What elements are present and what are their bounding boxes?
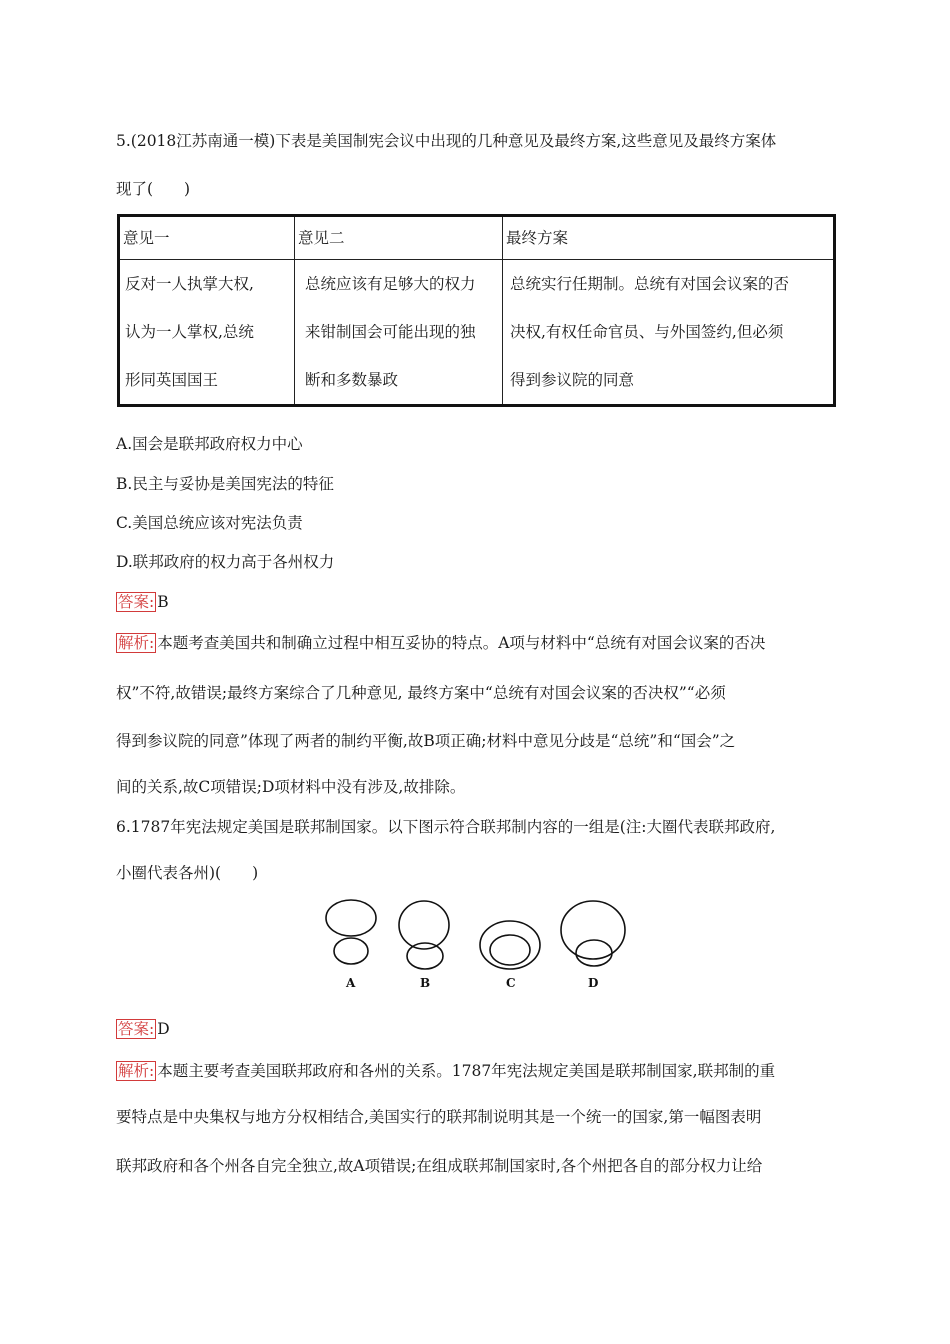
- analysis-text: 本题主要考查美国联邦政府和各州的关系。1787年宪法规定美国是联邦制国家,联邦制的重: [157, 1062, 776, 1080]
- table-header-row: [119, 216, 835, 260]
- option-d-big-circle: [561, 901, 625, 959]
- table-cell-opinion2: [295, 260, 503, 406]
- q6-analysis-line3: 联邦政府和各个州各自完全独立,故A项错误;在组成联邦制国家时,各个州把各自的部分权力让给: [116, 1157, 763, 1175]
- q5-answer: [116, 591, 169, 613]
- answer-value: B: [157, 593, 169, 611]
- option-b-small-circle: [407, 943, 443, 969]
- q5-table: [117, 214, 836, 407]
- cell-line: 断和多数暴政: [305, 371, 399, 389]
- q5-analysis-line3: 得到参议院的同意”体现了两者的制约平衡,故B项正确;材料中意见分歧是“总统”和“国会”之: [116, 732, 736, 750]
- table-cell-opinion1: [119, 260, 295, 406]
- option-c-small-circle: [490, 935, 530, 965]
- q5-stem-line2: 现了( ): [116, 180, 191, 198]
- circles-figure: [315, 895, 635, 995]
- q5-analysis-line1: [116, 632, 765, 654]
- analysis-label: 解析:: [118, 634, 155, 652]
- analysis-label: 解析:: [118, 1062, 155, 1080]
- q6-answer: [116, 1018, 170, 1040]
- q6-stem-line1: 6.1787年宪法规定美国是联邦制国家。以下图示符合联邦制内容的一组是(注:大圈代表联邦政府,: [116, 818, 776, 836]
- option-b-big-circle: [399, 901, 449, 949]
- cell-line: 反对一人执掌大权,: [125, 275, 254, 293]
- q5-option-c: C.美国总统应该对宪法负责: [116, 514, 303, 532]
- figure-label: D: [588, 976, 599, 990]
- table-header-cell: 意见二: [295, 216, 503, 260]
- table-cell-final: [503, 260, 835, 406]
- table-header-cell: 意见一: [119, 216, 295, 260]
- q6-analysis-line1: [116, 1060, 775, 1082]
- q6-stem-line2: 小圈代表各州)( ): [116, 864, 259, 882]
- option-a-big-circle: [326, 900, 376, 936]
- option-a-small-circle: [334, 938, 368, 964]
- cell-line: 形同英国国王: [125, 371, 219, 389]
- option-d-small-circle: [576, 940, 612, 966]
- cell-line: 来钳制国会可能出现的独: [305, 323, 476, 341]
- q6-analysis-line2: 要特点是中央集权与地方分权相结合,美国实行的联邦制说明其是一个统一的国家,第一幅图表明: [116, 1108, 762, 1126]
- cell-line: 决权,有权任命官员、与外国签约,但必须: [510, 323, 784, 341]
- q5-option-b: B.民主与妥协是美国宪法的特征: [116, 475, 334, 493]
- q5-stem-line1: 5.(2018江苏南通一模)下表是美国制宪会议中出现的几种意见及最终方案,这些意见及最终方案体: [116, 132, 777, 150]
- cell-line: 认为一人掌权,总统: [125, 323, 254, 341]
- answer-value: D: [157, 1020, 170, 1038]
- q5-analysis-line4: 间的关系,故C项错误;D项材料中没有涉及,故排除。: [116, 778, 466, 796]
- cell-line: 总统应该有足够大的权力: [305, 275, 476, 293]
- q5-analysis-line2: 权”不符,故错误;最终方案综合了几种意见, 最终方案中“总统有对国会议案的否决权”“必须: [116, 684, 726, 702]
- table-header-cell: 最终方案: [503, 216, 835, 260]
- figure-label: C: [506, 976, 516, 990]
- q5-option-a: A.国会是联邦政府权力中心: [116, 435, 303, 453]
- figure-label: B: [420, 976, 431, 990]
- table-row: [119, 260, 835, 406]
- option-c-big-circle: [480, 921, 540, 969]
- analysis-text: 本题考查美国共和制确立过程中相互妥协的特点。A项与材料中“总统有对国会议案的否决: [157, 634, 766, 652]
- q5-option-d: D.联邦政府的权力高于各州权力: [116, 553, 335, 571]
- figure-label: A: [346, 976, 356, 990]
- answer-label: 答案:: [118, 1020, 155, 1038]
- cell-line: 总统实行任期制。总统有对国会议案的否: [510, 275, 790, 293]
- answer-label: 答案:: [118, 593, 155, 611]
- cell-line: 得到参议院的同意: [510, 371, 635, 389]
